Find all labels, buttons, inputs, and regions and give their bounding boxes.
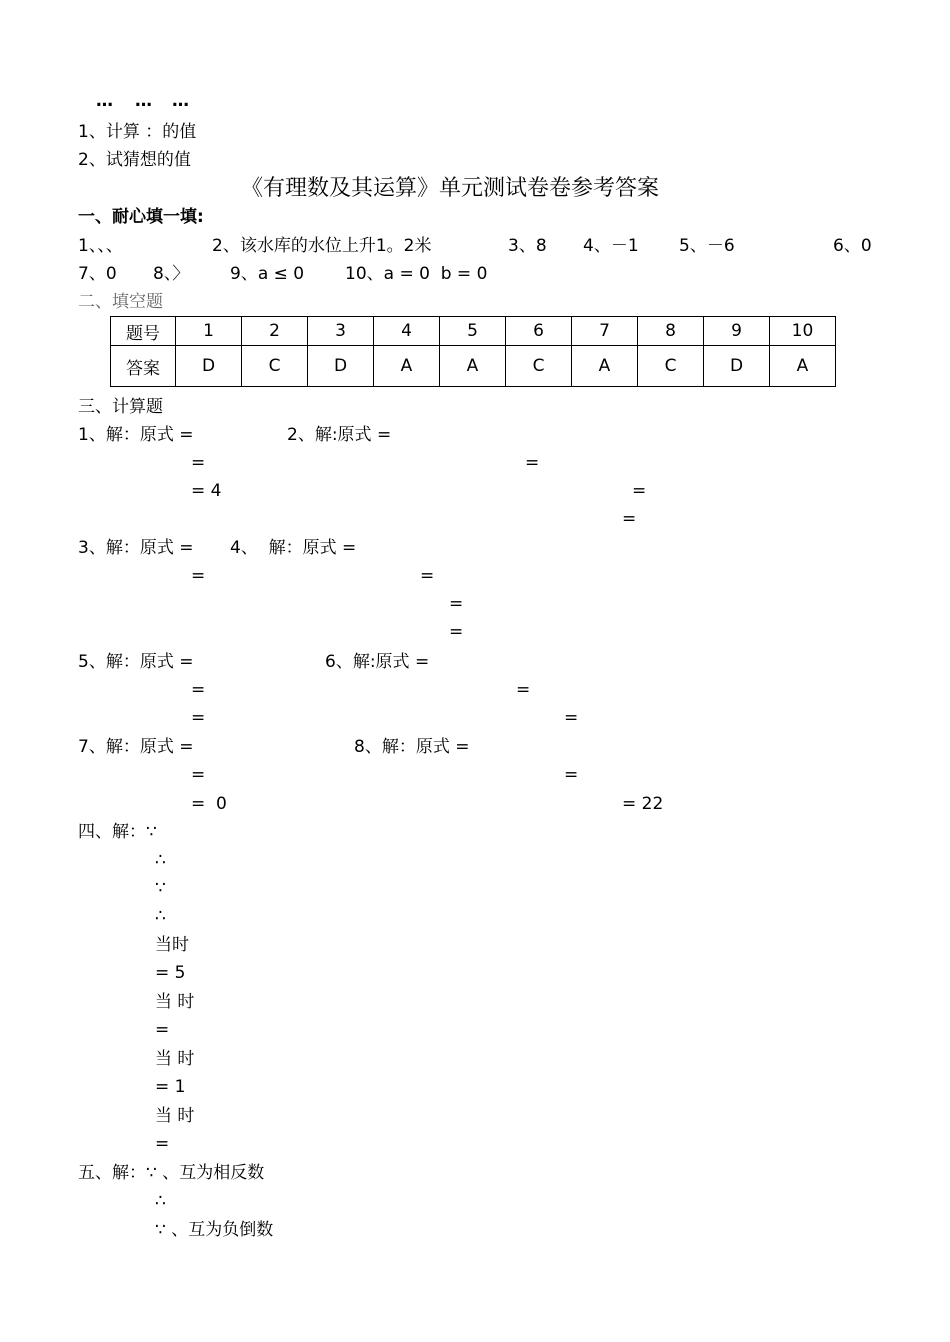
calc-2-result: = (622, 509, 637, 529)
calc-8-start: 8、解：原式 = (354, 737, 470, 757)
calc-6-result: = (564, 708, 579, 728)
ellipsis-3: … (172, 91, 189, 111)
fill-answer-10: 10、a = 0 b = 0 (345, 264, 488, 284)
fill-answer-5: 5、－6 (679, 236, 735, 256)
calc-1-start: 1、解：原式 = (78, 425, 194, 445)
table-answer-cell: C (506, 346, 572, 387)
calc-8-result: = 22 (622, 794, 664, 814)
fill-answer-1: 1、、、 (78, 236, 123, 256)
intro-question-1: 1、计算 ：的值 (78, 122, 197, 142)
table-number-cell: 1 (176, 317, 242, 346)
calc-5-start: 5、解：原式 = (78, 652, 194, 672)
calc-7-start: 7、解：原式 = (78, 737, 194, 757)
table-number-cell: 2 (242, 317, 308, 346)
table-number-cell: 10 (770, 317, 836, 346)
section-3-heading: 三、计算题 (78, 397, 163, 417)
table-number-cell: 6 (506, 317, 572, 346)
table-answer-cell: A (572, 346, 638, 387)
table-number-cell: 7 (572, 317, 638, 346)
solution-line: = (155, 1020, 170, 1040)
table-number-cell: 5 (440, 317, 506, 346)
table-row (111, 346, 836, 387)
calc-5-result: = (191, 708, 206, 728)
ellipsis-2: … (135, 91, 152, 111)
table-number-cell: 3 (308, 317, 374, 346)
section-4-heading: 四、解：∵ (78, 822, 157, 842)
fill-answer-7: 7、0 (78, 264, 117, 284)
page-title: 《有理数及其运算》单元测试卷卷参考答案 (241, 176, 660, 201)
table-answer-cell: A (770, 346, 836, 387)
fill-answer-3: 3、8 (508, 236, 547, 256)
calc-3-step: = (191, 566, 206, 586)
solution-line: = 1 (155, 1077, 186, 1097)
calc-2-start: 2、解:原式 = (287, 425, 392, 445)
section-5-heading: 五、解：∵ 、互为相反数 (78, 1163, 265, 1183)
table-answer-cell: D (704, 346, 770, 387)
calc-1-step: = (191, 453, 206, 473)
calc-7-step: = (191, 765, 206, 785)
calc-6-start: 6、解:原式 = (325, 652, 430, 672)
solution-line: ∴ (155, 906, 166, 926)
calc-5-step: = (191, 680, 206, 700)
calc-4-step: = (449, 594, 464, 614)
intro-question-2: 2、试猜想的值 (78, 150, 191, 170)
section-1-heading: 一、耐心填一填: (78, 207, 204, 227)
calc-4-start: 4、 解：原式 = (230, 538, 357, 558)
table-answer-cell: C (242, 346, 308, 387)
table-row (111, 317, 836, 346)
solution-line: ∵ 、互为负倒数 (155, 1220, 274, 1240)
calc-4-result: = (449, 622, 464, 642)
fill-answer-4: 4、－1 (583, 236, 639, 256)
fill-answer-6: 6、0 (833, 236, 872, 256)
table-number-cell: 4 (374, 317, 440, 346)
calc-2-step: = (632, 481, 647, 501)
answer-table (110, 316, 836, 387)
table-header-label: 题号 (111, 317, 176, 346)
solution-line: ∴ (155, 850, 166, 870)
table-answer-cell: A (374, 346, 440, 387)
calc-3-start: 3、解：原式 = (78, 538, 194, 558)
table-answer-cell: C (638, 346, 704, 387)
table-answer-cell: D (308, 346, 374, 387)
fill-answer-8: 8、〉 (153, 264, 190, 284)
calc-2-step: = (525, 453, 540, 473)
solution-line: 当 时 (155, 1049, 195, 1069)
table-number-cell: 9 (704, 317, 770, 346)
calc-4-step: = (420, 566, 435, 586)
solution-line: ∵ (155, 878, 166, 898)
table-number-cell: 8 (638, 317, 704, 346)
solution-line: = 5 (155, 963, 186, 983)
solution-line: ∴ (155, 1191, 166, 1211)
table-answer-label: 答案 (111, 346, 176, 387)
table-answer-cell: D (176, 346, 242, 387)
solution-line: 当 时 (155, 992, 195, 1012)
fill-answer-9: 9、a ≤ 0 (230, 264, 305, 284)
calc-7-result: = 0 (191, 794, 227, 814)
calc-1-result: = 4 (191, 481, 222, 501)
solution-line: 当 时 (155, 1106, 195, 1126)
solution-line: 当时 (155, 935, 189, 955)
fill-answer-2: 2、该水库的水位上升1。2米 (212, 236, 432, 256)
table-answer-cell: A (440, 346, 506, 387)
calc-8-step: = (564, 765, 579, 785)
ellipsis-1: … (96, 91, 113, 111)
section-2-heading: 二、填空题 (78, 292, 163, 312)
solution-line: = (155, 1134, 170, 1154)
calc-6-step: = (516, 680, 531, 700)
